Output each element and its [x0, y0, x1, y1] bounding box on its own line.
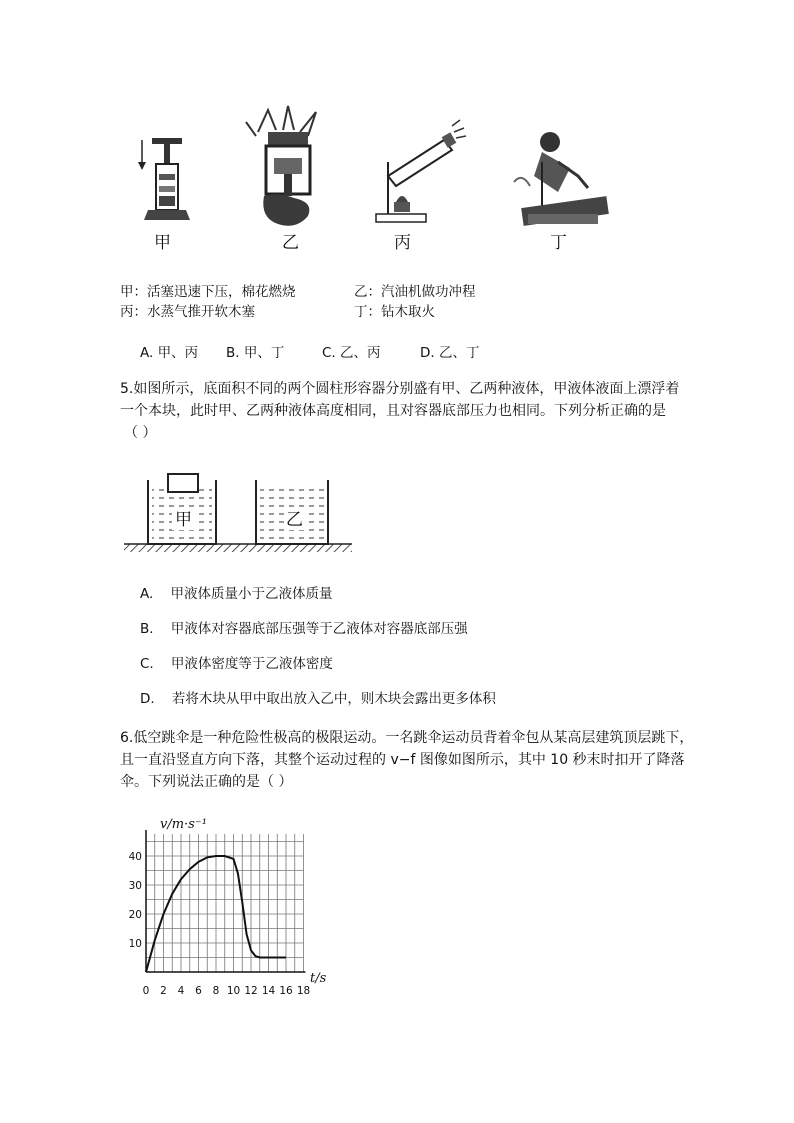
chart-x-label: t/s: [310, 971, 327, 986]
figure-energy-svg: [118, 102, 622, 256]
y-tick-label: 20: [128, 909, 142, 921]
x-tick-label: 10: [226, 985, 241, 997]
description-bing: 丙：水蒸气推开软木塞: [120, 304, 255, 320]
q4-option-d: D. 乙、丁: [420, 345, 480, 361]
q4-option-b: B. 甲、丁: [226, 345, 285, 361]
x-tick-label: 18: [296, 985, 311, 997]
figure-label-ding: 丁: [550, 233, 567, 253]
x-tick-label: 8: [212, 985, 220, 997]
description-yi: 乙：汽油机做功冲程: [354, 284, 476, 300]
y-tick-label: 30: [128, 880, 142, 892]
fire-piston-illustration: [138, 138, 190, 220]
x-tick-label: 4: [177, 985, 185, 997]
q5-option-c-key: C.: [140, 656, 154, 672]
description-ding: 丁：钻木取火: [354, 304, 435, 320]
x-tick-label: 2: [160, 985, 167, 997]
container-label-yi: 乙: [286, 510, 303, 530]
q6-stem-line-1: 6.低空跳伞是一种危险性极高的极限运动。一名跳伞运动员背着伞包从某高层建筑顶层跳下，: [120, 730, 694, 746]
q5-option-c-text: 甲液体密度等于乙液体密度: [170, 656, 333, 672]
x-tick-label: 12: [244, 985, 258, 997]
chart-y-label: v/m·s⁻¹: [160, 817, 207, 832]
q6-stem-line-2: 且一直沿竖直方向下落，其整个运动过程的 v−f 图像如图所示，其中 10 秒末时扣开了降落: [120, 752, 685, 768]
engine-illustration: [246, 106, 316, 226]
q5-option-a-text: 甲液体质量小于乙液体质量: [170, 586, 333, 602]
vt-chart-svg: [118, 814, 340, 1004]
figure-label-yi: 乙: [282, 233, 299, 253]
x-tick-label: 6: [195, 985, 202, 997]
ground-hatch: [124, 544, 352, 552]
q5-option-b-key: B.: [140, 621, 154, 637]
description-jia: 甲：活塞迅速下压，棉花燃烧: [120, 284, 296, 300]
wood-block: [168, 474, 198, 492]
q5-option-a: [140, 585, 332, 603]
figure-energy-pictures: [118, 102, 622, 256]
q5-option-c: [140, 655, 333, 673]
drilling-wood-illustration: [514, 132, 609, 226]
q5-option-d: [140, 690, 496, 708]
container-jia: [148, 474, 216, 544]
figure-two-containers: [118, 462, 358, 562]
q5-option-d-text: 若将木块从甲中取出放入乙中，则木块会露出更多体积: [171, 691, 496, 707]
q5-stem-line-3: （ ）: [124, 425, 157, 441]
y-tick-label: 10: [128, 938, 142, 950]
container-label-jia: 甲: [175, 510, 192, 530]
q6-stem-line-3: 伞。下列说法正确的是（ ）: [120, 774, 293, 790]
chart-ticks: [129, 851, 311, 997]
q5-stem-line-1: 5.如图所示，底面积不同的两个圆柱形容器分别盛有甲、乙两种液体，甲液体液面上漂浮着: [120, 381, 680, 397]
containers-svg: [118, 462, 358, 562]
q4-option-c: C. 乙、丙: [322, 345, 381, 361]
y-tick-label: 40: [128, 851, 142, 863]
figure-label-jia: 甲: [154, 233, 171, 253]
x-tick-label: 0: [142, 985, 150, 997]
q5-option-b-text: 甲液体对容器底部压强等于乙液体对容器底部压强: [170, 621, 468, 637]
q5-stem-line-2: 一个本块，此时甲、乙两种液体高度相同，且对容器底部压力也相同。下列分析正确的是: [120, 403, 666, 419]
figure-label-bing: 丙: [394, 233, 411, 253]
test-tube-illustration: [376, 120, 466, 222]
q5-option-a-key: A.: [140, 586, 154, 602]
chart-grid: [146, 834, 304, 972]
x-tick-label: 14: [261, 985, 276, 997]
vt-chart: [118, 814, 340, 1004]
q5-option-d-key: D.: [140, 691, 155, 707]
q5-option-b: [140, 620, 468, 638]
x-tick-label: 16: [279, 985, 293, 997]
q4-option-a: A. 甲、丙: [140, 345, 199, 361]
